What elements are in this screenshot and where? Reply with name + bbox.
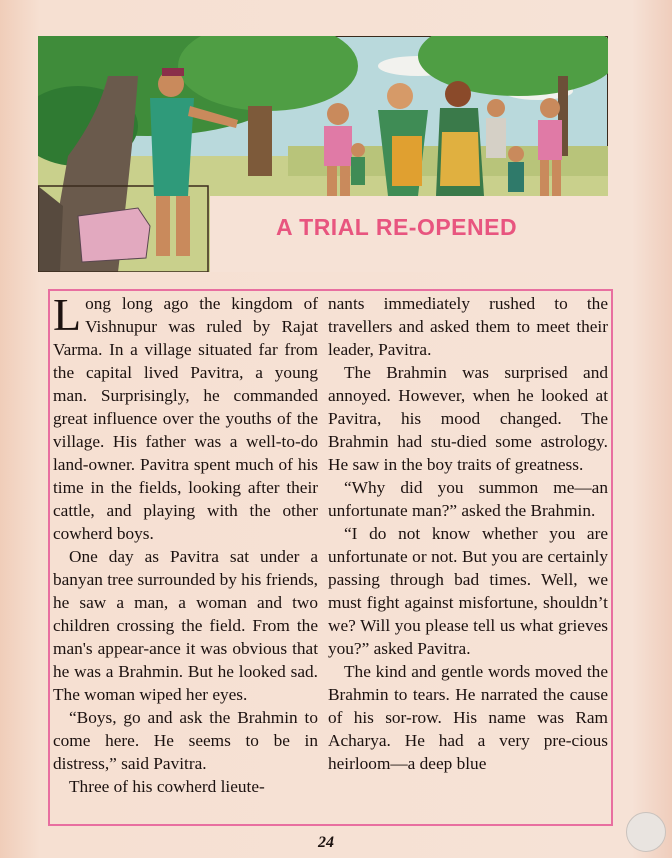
drop-cap: L	[53, 289, 82, 340]
page-number: 24	[318, 834, 334, 851]
story-title: A TRIAL RE-OPENED	[276, 214, 518, 240]
paragraph-text: ong long ago the kingdom of Vishnupur was ruled by Rajat Varma. In a village situated far from the capital lived Pavitra, a young man. Surprisingly, he commanded great influence over the youths of the village. His father was a well-to-do land-owner. Pavitra spent much of his time in the fields, looking after their cattle, and playing with the other cowherd boys.	[53, 294, 318, 543]
library-stamp-icon	[626, 812, 666, 852]
paragraph: “Why did you summon me—an unfortunate man?” asked the Brahmin.	[328, 478, 608, 520]
left-column	[53, 289, 318, 798]
paragraph: Three of his cowherd lieute-	[69, 777, 265, 796]
paragraph	[53, 289, 318, 545]
paragraph: “I do not know whether you are unfortunate or not. But you are certainly passing through bad times. Well, we must fight against misfortune, shouldn’t we? Will you please tell us what grieves you?” asked Pavitra.	[328, 524, 608, 658]
paragraph: nants immediately rushed to the travellers and asked them to meet their leader, Pavitra.	[328, 294, 608, 359]
paragraph: The kind and gentle words moved the Brahmin to tears. He narrated the cause of his sor-row. His name was Ram Acharya. He had a very pre-cious heirloom—a deep blue	[328, 662, 608, 773]
paragraph: One day as Pavitra sat under a banyan tree surrounded by his friends, he saw a man, a woman and two children crossing the field. From the man's appear-ance it was obvious that he was a Brahmin. But he looked sad. The woman wiped her eyes.	[53, 547, 318, 704]
right-column	[328, 292, 608, 775]
paragraph: The Brahmin was surprised and annoyed. However, when he looked at Pavitra, his mood changed. The Brahmin had stu-died some astrology. He saw in the boy traits of greatness.	[328, 363, 608, 474]
paragraph: “Boys, go and ask the Brahmin to come here. He seems to be in distress,” said Pavitra.	[53, 708, 318, 773]
